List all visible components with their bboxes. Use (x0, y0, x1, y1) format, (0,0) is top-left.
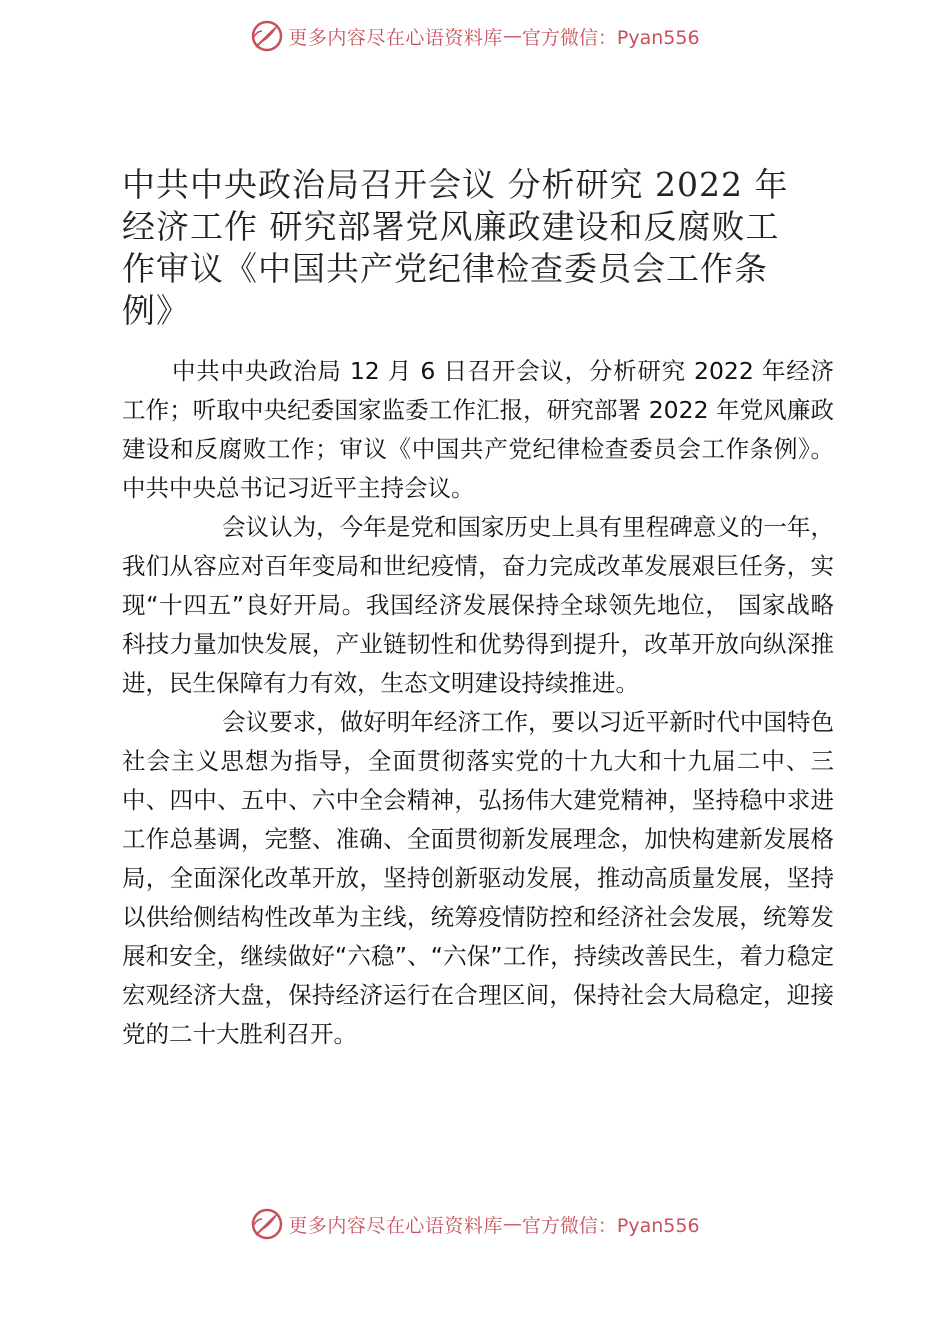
document-body (122, 352, 834, 1054)
paragraph: 中共中央政治局 12 月 6 日召开会议，分析研究 2022 年经济工作；听取中央纪委国家监委工作汇报，研究部署 2022 年党风廉政建设和反腐败工作；审议《中国共产党纪律检查委员会工作条例》。中共中央总书记习近平主持会议。 (122, 357, 834, 502)
quill-logo-icon (250, 1207, 284, 1241)
watermark-dash: — (502, 25, 522, 47)
paragraph: 会议要求，做好明年经济工作，要以习近平新时代中国特色社会主义思想为指导，全面贯彻落实党的十九大和十九届二中、三中、四中、五中、六中全会精神，弘扬伟大建党精神，坚持稳中求进工作总基调，完整、准确、全面贯彻新发展理念，加快构建新发展格局，全面深化改革开放，坚持创新驱动发展，推动高质量发展，坚持以供给侧结构性改革为主线，统筹疫情防控和经济社会发展，统筹发展和安全，继续做好“六稳”、“六保”工作，持续改善民生，着力稳定宏观经济大盘，保持经济运行在合理区间，保持社会大局稳定，迎接党的二十大胜利召开。 (122, 708, 834, 1048)
watermark-dash: — (502, 1213, 522, 1235)
watermark-text: 更多内容尽在心语资料库 (288, 1214, 503, 1237)
footer-watermark (0, 1202, 950, 1246)
paragraph: 会议认为，今年是党和国家历史上具有里程碑意义的一年，我们从容应对百年变局和世纪疫情，奋力完成改革发展艰巨任务，实现“十四五”良好开局。我国经济发展保持全球领先地位， 国家战略科技力量加快发展，产业链韧性和优势得到提升，改革开放向纵深推进，民生保障有力有效，生态文明建设持续推进。 (122, 513, 834, 697)
header-watermark (0, 14, 950, 58)
watermark-contact: 官方微信：Pyan556 (521, 26, 700, 49)
watermark-text: 更多内容尽在心语资料库 (288, 26, 503, 49)
quill-logo-icon (250, 19, 284, 53)
watermark-contact: 官方微信：Pyan556 (521, 1214, 700, 1237)
document-title: 中共中央政治局召开会议 分析研究 2022 年经济工作 研究部署党风廉政建设和反腐败工作审议《中国共产党纪律检查委员会工作条例》 (122, 165, 789, 330)
